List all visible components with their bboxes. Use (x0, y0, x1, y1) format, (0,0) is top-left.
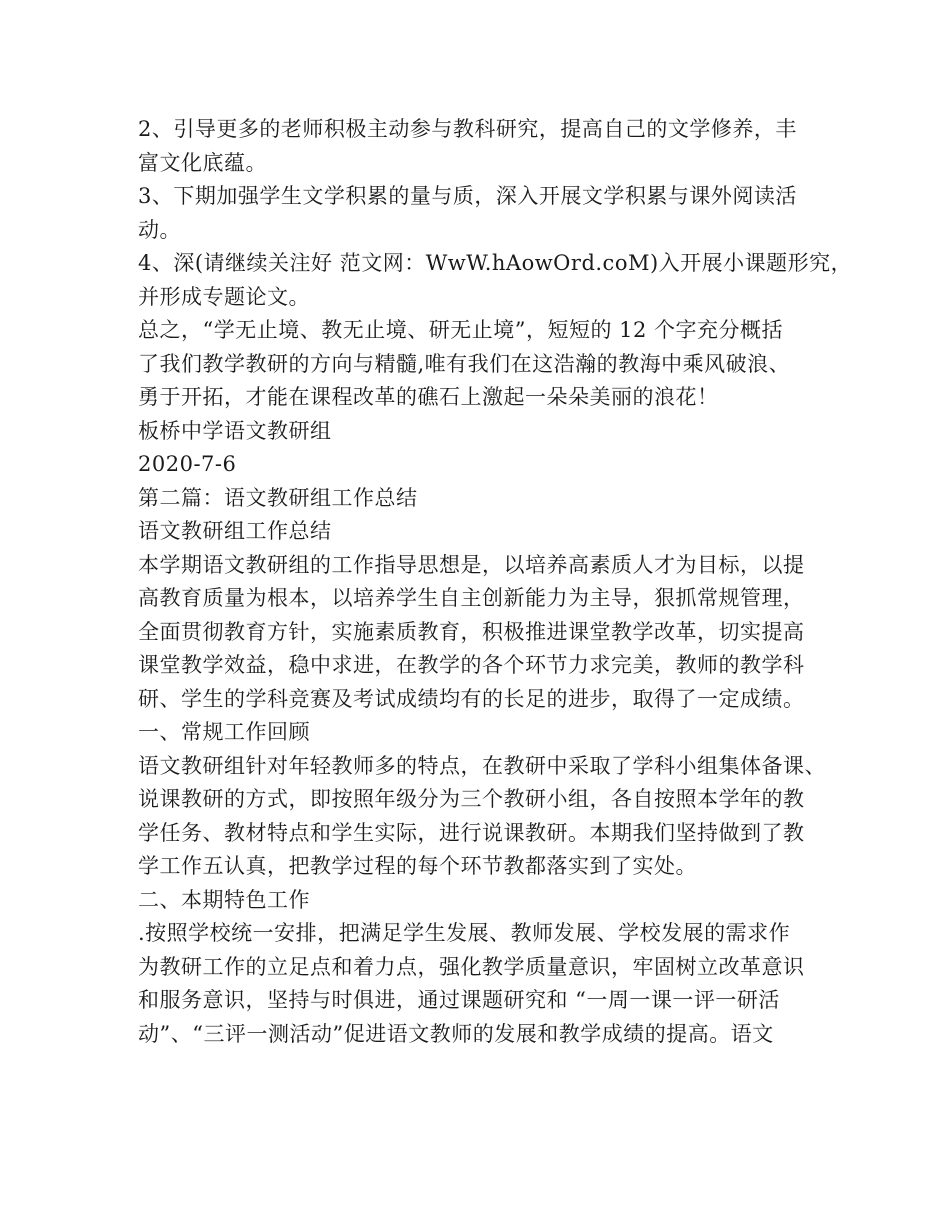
text-line: 4、深(请继续关注好 范文网：WwW.hAowOrd.coM)入开展小课题形究， (138, 251, 853, 275)
text-line: .按照学校统一安排，把满足学生发展、教师发展、学校发展的需求作 (138, 921, 791, 945)
text-line: 学任务、教材特点和学生实际，进行说课教研。本期我们坚持做到了教 (138, 820, 805, 845)
text-line: 并形成专题论文。 (138, 284, 310, 309)
text-line: 高教育质量为根本，以培养学生自主创新能力为主导，狠抓常规管理， (138, 586, 805, 610)
text-line: 研、学生的学科竞赛及考试成绩均有的长足的进步，取得了一定成绩。 (138, 686, 805, 711)
text-line: 为教研工作的立足点和着力点，强化教学质量意识，牢固树立改革意识 (138, 954, 805, 979)
text-line: 学工作五认真，把教学过程的每个环节教都落实到了实处。 (138, 854, 697, 878)
text-line: 和服务意识，坚持与时俱进，通过课题研究和 “一周一课一评一研活 (138, 988, 780, 1012)
text-line: 富文化底蕴。 (138, 150, 267, 175)
document-body (138, 113, 853, 1051)
subsection-heading: 二、本期特色工作 (138, 887, 310, 912)
text-line: 2、引导更多的老师积极主动参与教科研究，提高自己的文学修养，丰 (138, 117, 797, 141)
section-heading: 第二篇：语文教研组工作总结 (138, 485, 418, 510)
text-line: 总之，“学无止境、教无止境、研无止境”，短短的 12 个字充分概括 (138, 318, 784, 342)
text-line: 语文教研组针对年轻教师多的特点，在教研中采取了学科小组集体备课、 (138, 753, 826, 778)
signature-org: 板桥中学语文教研组 (138, 418, 332, 443)
text-line: 了我们教学教研的方向与精髓,唯有我们在这浩瀚的教海中乘风破浪、 (138, 351, 791, 376)
text-line: 动。 (138, 217, 181, 242)
text-line: 全面贯彻教育方针，实施素质教育，积极推进课堂教学改革，切实提高 (138, 619, 805, 644)
document-title: 语文教研组工作总结 (138, 519, 332, 543)
text-line: 勇于开拓，才能在课程改革的礁石上激起一朵朵美丽的浪花！ (138, 385, 719, 409)
text-line: 3、下期加强学生文学积累的量与质，深入开展文学积累与课外阅读活 (138, 184, 797, 208)
subsection-heading: 一、常规工作回顾 (138, 720, 310, 744)
signature-date: 2020-7-6 (138, 452, 237, 476)
text-line: 说课教研的方式，即按照年级分为三个教研小组，各自按照本学年的教 (138, 787, 805, 811)
text-line: 本学期语文教研组的工作指导思想是，以培养高素质人才为目标，以提 (138, 552, 805, 577)
text-line: 动”、“三评一测活动”促进语文教师的发展和教学成绩的提高。语文 (138, 1021, 774, 1046)
text-line: 课堂教学效益，稳中求进，在教学的各个环节力求完美，教师的教学科 (138, 653, 805, 677)
